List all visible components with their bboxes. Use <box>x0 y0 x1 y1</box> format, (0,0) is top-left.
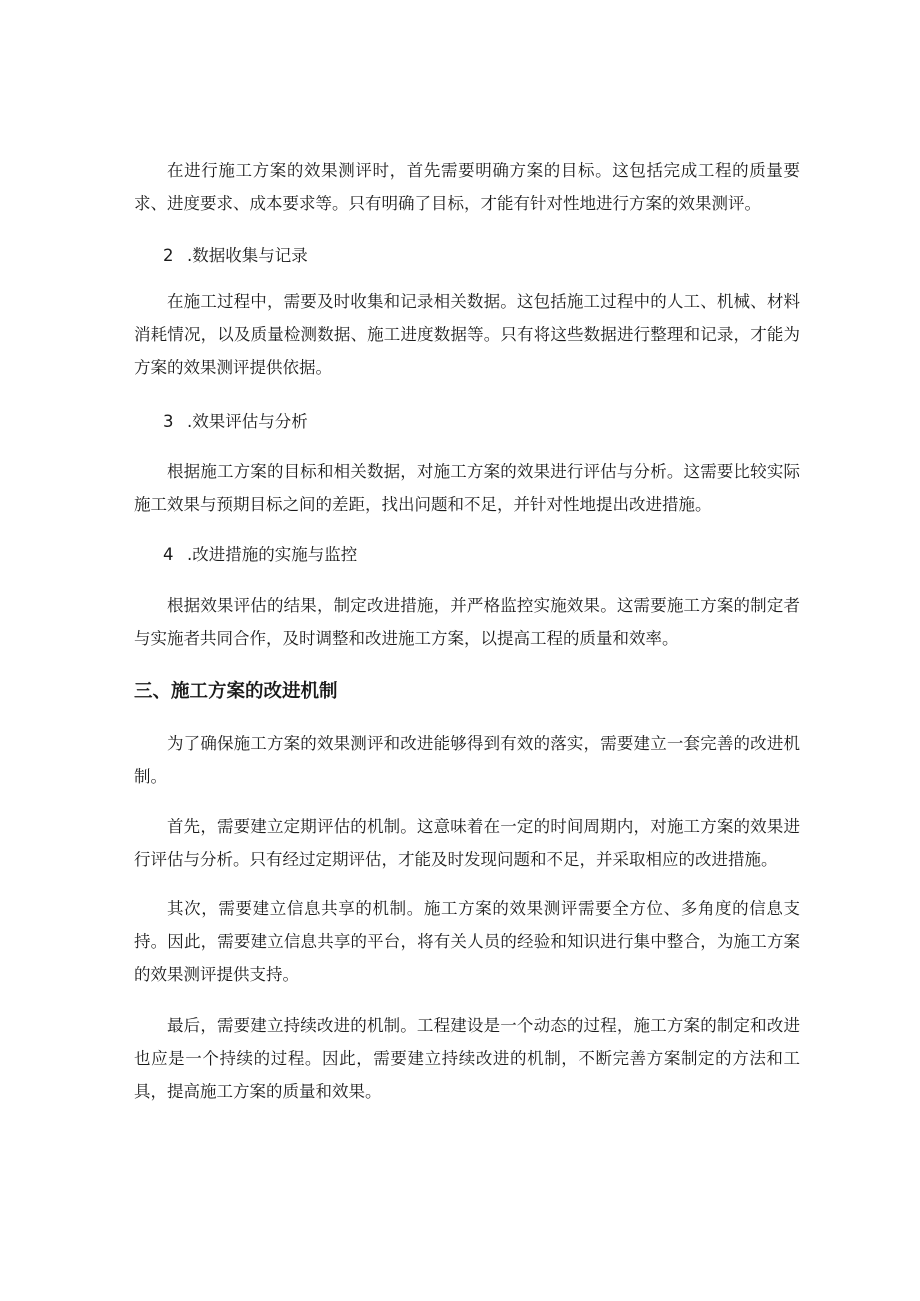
paragraph-evaluation: 根据施工方案的目标和相关数据，对施工方案的效果进行评估与分析。这需要比较实际施工效果与预期目标之间的差距，找出问题和不足，并针对性地提出改进措施。 <box>134 462 800 514</box>
section-title: 三、施工方案的改进机制 <box>134 681 338 702</box>
subheading-evaluation <box>163 411 308 433</box>
subheading-improvement <box>163 544 357 566</box>
paragraph-goal: 在进行施工方案的效果测评时，首先需要明确方案的目标。这包括完成工程的质量要求、进度要求、成本要求等。只有明确了目标，才能有针对性地进行方案的效果测评。 <box>134 161 800 213</box>
subheading-number: 3 <box>163 412 174 431</box>
paragraph-continuous-improvement: 最后，需要建立持续改进的机制。工程建设是一个动态的过程，施工方案的制定和改进也应是一个持续的过程。因此，需要建立持续改进的机制，不断完善方案制定的方法和工具，提高施工方案的质量和效果。 <box>134 1016 800 1101</box>
paragraph-mechanism-intro: 为了确保施工方案的效果测评和改进能够得到有效的落实，需要建立一套完善的改进机制。 <box>134 734 800 786</box>
subheading-text: .改进措施的实施与监控 <box>187 545 358 564</box>
subheading-text: .数据收集与记录 <box>187 246 308 265</box>
subheading-number: 2 <box>163 246 174 265</box>
paragraph-data-collection: 在施工过程中，需要及时收集和记录相关数据。这包括施工过程中的人工、机械、材料消耗情况，以及质量检测数据、施工进度数据等。只有将这些数据进行整理和记录，才能为方案的效果测评提供依据。 <box>134 292 800 377</box>
subheading-text: .效果评估与分析 <box>187 412 308 431</box>
paragraph-improvement: 根据效果评估的结果，制定改进措施，并严格监控实施效果。这需要施工方案的制定者与实施者共同合作，及时调整和改进施工方案，以提高工程的质量和效率。 <box>134 596 800 648</box>
paragraph-info-sharing: 其次，需要建立信息共享的机制。施工方案的效果测评需要全方位、多角度的信息支持。因此，需要建立信息共享的平台，将有关人员的经验和知识进行集中整合，为施工方案的效果测评提供支持。 <box>134 899 800 984</box>
paragraph-periodic-eval: 首先，需要建立定期评估的机制。这意味着在一定的时间周期内，对施工方案的效果进行评估与分析。只有经过定期评估，才能及时发现问题和不足，并采取相应的改进措施。 <box>134 817 800 869</box>
subheading-data-collection <box>163 245 308 267</box>
subheading-number: 4 <box>163 545 174 564</box>
